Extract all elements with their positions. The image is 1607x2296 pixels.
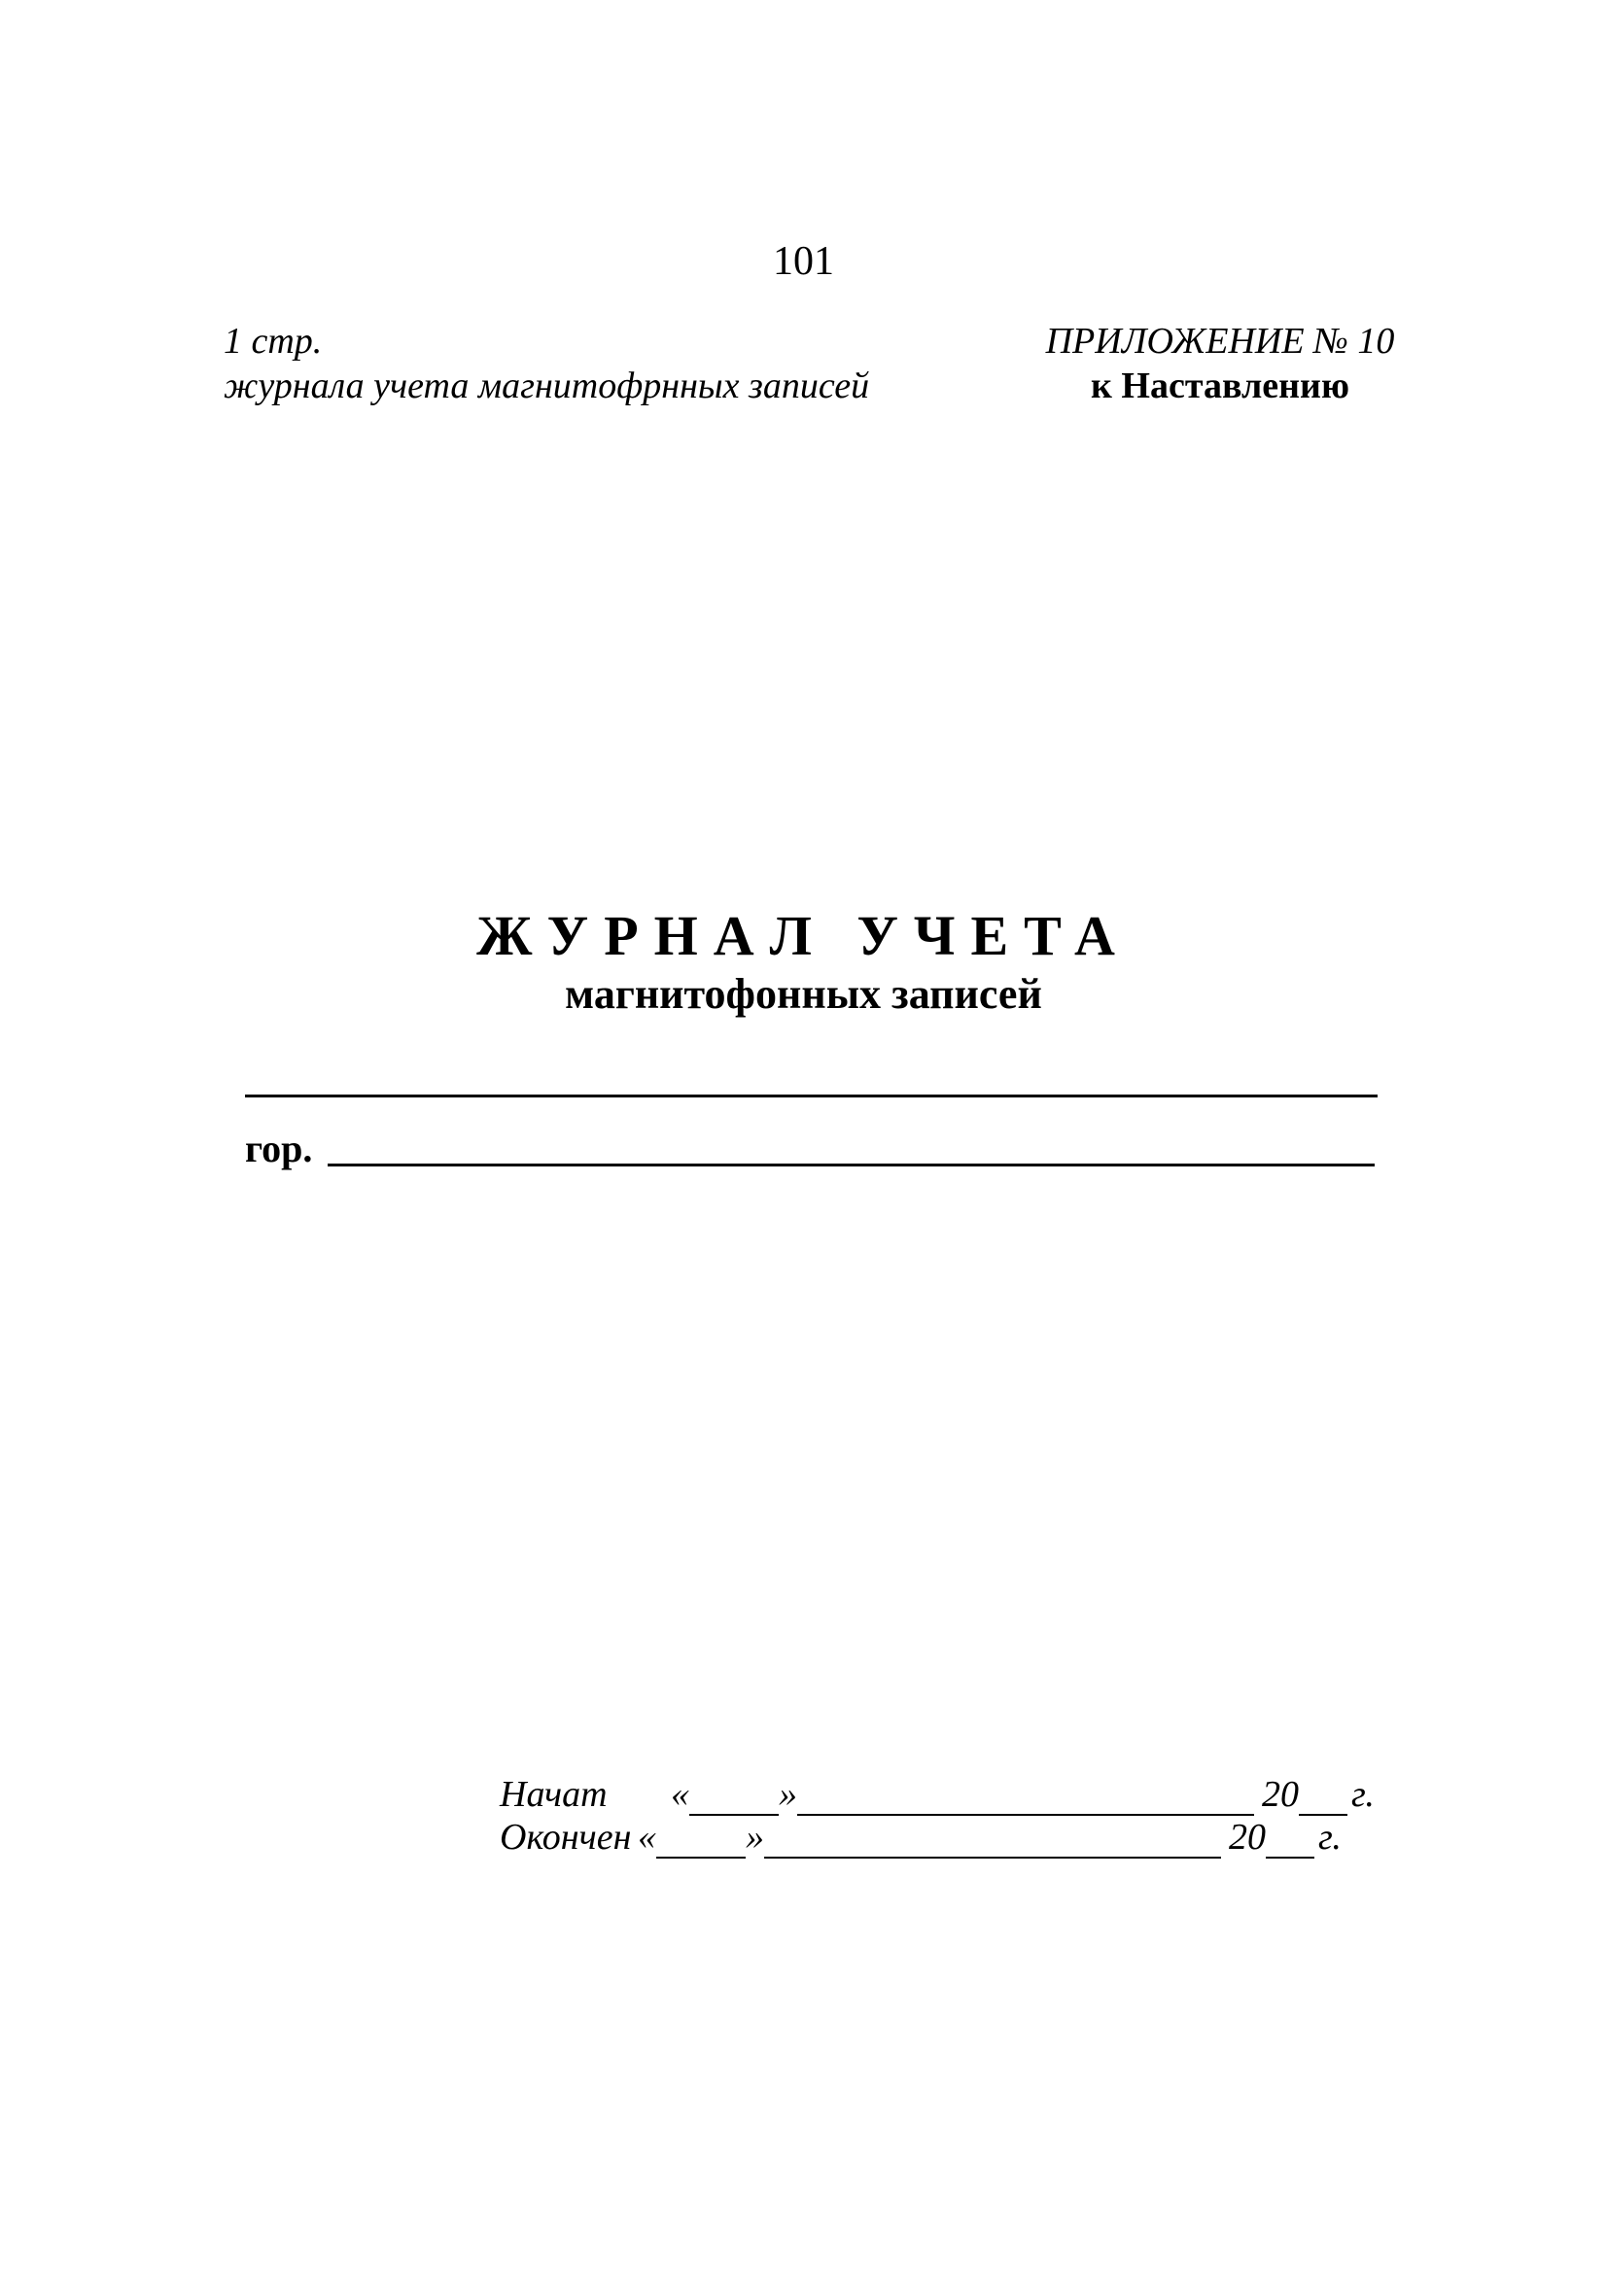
started-open-quote: «	[671, 1774, 689, 1815]
started-year-blank	[1299, 1781, 1347, 1816]
document-subtitle: магнитофонных записей	[565, 970, 1042, 1018]
started-close-quote: »	[779, 1774, 797, 1815]
organization-blank-line	[245, 1095, 1378, 1097]
title-block	[0, 904, 1607, 1021]
finished-day-blank	[656, 1824, 746, 1859]
finished-year-blank	[1266, 1824, 1314, 1859]
city-label: гор.	[245, 1127, 313, 1170]
finished-close-quote: »	[746, 1817, 764, 1858]
finished-open-quote: «	[638, 1817, 656, 1858]
finished-label: Окончен	[500, 1817, 632, 1858]
finished-row	[500, 1816, 1375, 1859]
journal-reference: журнала учета магнитофрнных записей	[224, 365, 870, 406]
appendix-number: ПРИЛОЖЕНИЕ № 10	[1045, 321, 1395, 362]
started-year-prefix: 20	[1262, 1774, 1299, 1815]
city-blank-line	[328, 1164, 1375, 1166]
finished-year-prefix: 20	[1229, 1817, 1266, 1858]
started-day-blank	[689, 1781, 779, 1816]
started-row	[500, 1773, 1375, 1816]
started-year-suffix: г.	[1351, 1774, 1375, 1815]
city-row	[245, 1128, 1375, 1170]
page-reference: 1 стр.	[224, 321, 323, 362]
finished-year-suffix: г.	[1318, 1817, 1342, 1858]
page-number: 101	[773, 239, 834, 284]
header-left	[224, 319, 869, 408]
date-block	[500, 1773, 1375, 1859]
started-month-blank	[797, 1781, 1254, 1816]
finished-month-blank	[764, 1824, 1221, 1859]
document-title: ЖУРНАЛ УЧЕТА	[476, 904, 1131, 967]
started-label: Начат	[500, 1774, 608, 1815]
appendix-target: к Наставлению	[1091, 365, 1349, 406]
header-right	[1026, 319, 1415, 408]
